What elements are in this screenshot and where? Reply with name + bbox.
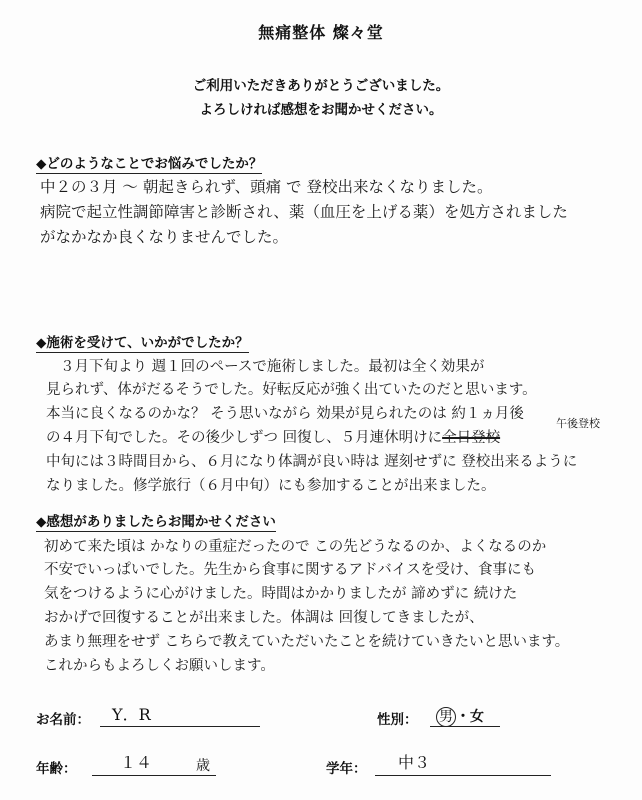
gender-options (436, 706, 484, 727)
age-label: 年齢： (36, 761, 77, 777)
answer-2-line: 中旬には３時間目から、６月になり体調が良い時は 遅刻せずに 登校出来るように (46, 454, 578, 470)
age-underline (92, 775, 216, 776)
answer-1-line: 病院で起立性調節障害と診断され、薬（血圧を上げる薬）を処方されました (40, 203, 568, 221)
answer-2-line (46, 427, 500, 449)
question-2-heading: ◆施術を受けて、いかがでしたか？ (36, 331, 249, 353)
answer-3-line: 気をつけるように心がけました。時間はかかりましたが 諦めずに 続けた (44, 586, 518, 602)
name-value: Y．R (112, 705, 151, 724)
answer-3-line: 初めて来た頃は かなりの重症だったので この先どうなるのか、よくなるのか (44, 539, 547, 555)
answer-2-line: ３月下旬より 週１回のペースで施術しました。最初は全く効果が (60, 359, 485, 375)
name-underline (100, 726, 260, 727)
age-unit: 歳 (196, 758, 210, 774)
answer-3-line: 不安でいっぱいでした。先生から食事に関するアドバイスを受け、食事にも (44, 562, 536, 578)
grade-underline (375, 775, 551, 776)
gender-male-selected: 男 (436, 707, 456, 727)
answer-2-line: 本当に良くなるのかな？ そう思いながら 効果が見られたのは 約１ヵ月後 (46, 406, 524, 422)
gender-separator: ・ (456, 709, 470, 725)
question-1-heading: ◆どのようなことでお悩みでしたか？ (36, 152, 262, 174)
question-3-heading: ◆感想がありましたらお聞かせください (36, 510, 276, 532)
grade-label: 学年： (326, 761, 367, 777)
grade-value: 中３ (398, 753, 431, 772)
name-label: お名前： (36, 712, 90, 728)
inserted-correction: 午後登校 (556, 417, 600, 430)
answer-2-line: 見られず、体がだるそうでした。好転反応が強く出ていたのだと思います。 (46, 382, 537, 398)
answer-1-line: 中２の３月 〜 朝起きられず、頭痛 で 登校出来なくなりました。 (40, 178, 493, 196)
answer-3-line: あまり無理をせず こちらで教えていただいたことを続けていきたいと思います。 (44, 634, 570, 650)
answer-1-line: がなかなか良くなりませんでした。 (40, 228, 289, 246)
answer-2-line: なりました。修学旅行（６月中旬）にも参加することが出来ました。 (46, 478, 496, 494)
intro-line-2: よろしければ感想をお聞かせください。 (199, 102, 443, 118)
gender-female: 女 (470, 709, 484, 725)
answer-3-line: これからもよろしくお願いします。 (44, 658, 275, 674)
answer-3-line: おかげで回復することが出来ました。体調は 回復してきましたが、 (44, 610, 484, 626)
clinic-title: 無痛整体 燦々堂 (258, 23, 384, 42)
gender-underline (430, 726, 500, 727)
gender-label: 性別： (377, 712, 418, 728)
age-value: １４ (120, 753, 153, 772)
answer-2-text: の４月下旬でした。その後少しずつ 回復し、５月連休明けに (46, 430, 443, 446)
intro-line-1: ご利用いただきありがとうございました。 (192, 78, 450, 94)
struck-text: 全日登校 (442, 430, 501, 446)
